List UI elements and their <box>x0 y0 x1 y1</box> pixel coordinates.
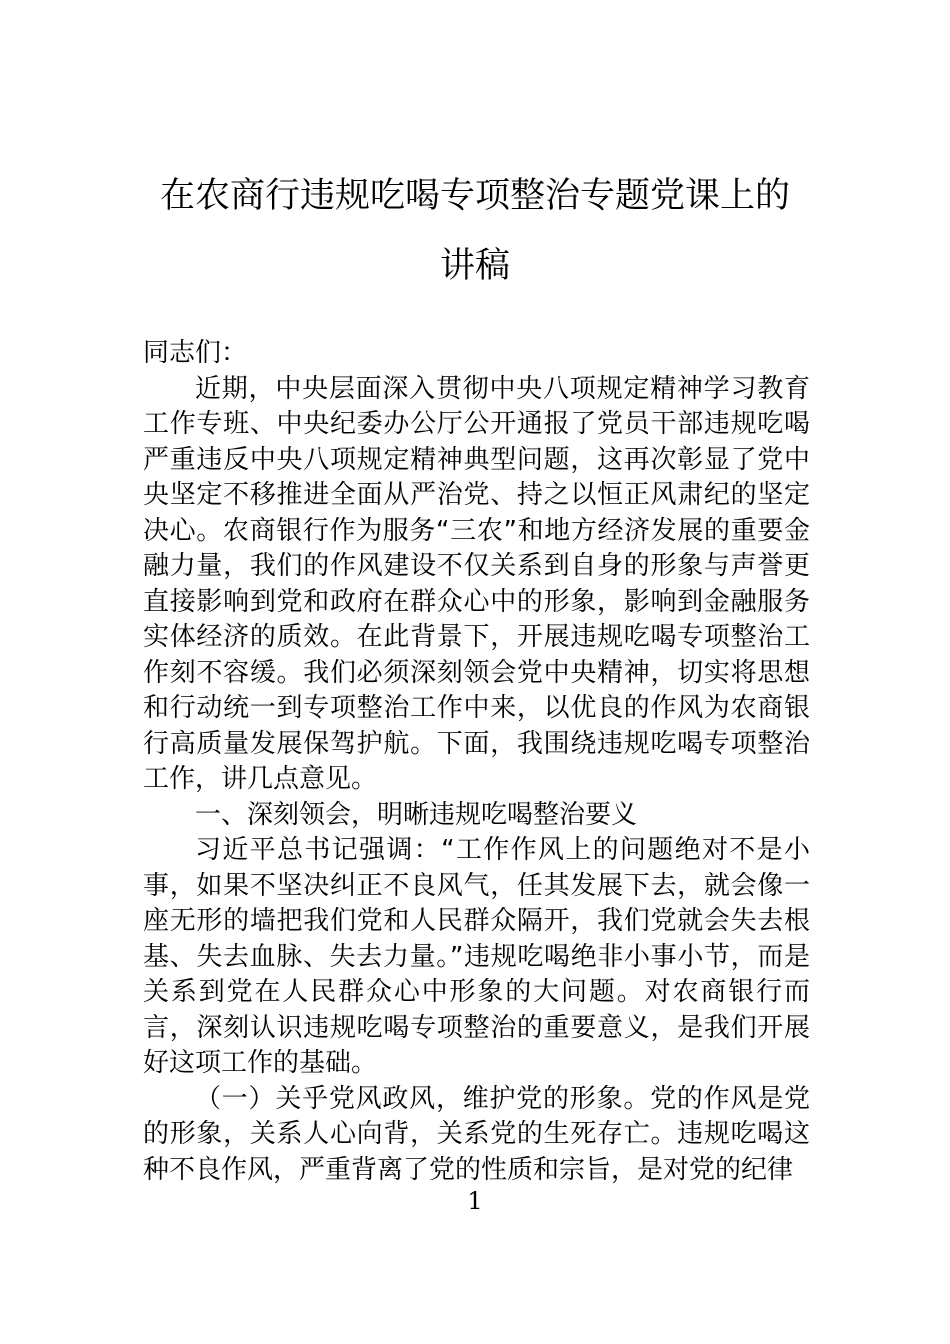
section-heading-1: 一、深刻领会，明晰违规吃喝整治要义 <box>195 799 638 830</box>
salutation: 同志们： <box>143 338 248 368</box>
document-title-line-1: 在农商行违规吃喝专项整治专题党课上的 <box>159 176 790 216</box>
paragraph-subsection-1: （一）关乎党风政风，维护党的形象。党的作风是党的形象，关系人心向背，关系党的生死存亡。违规吃喝这种不良作风，严重背离了党的性质和宗旨，是对党的纪律 <box>143 1083 810 1185</box>
document-body <box>143 336 810 1188</box>
page-number: 1 <box>467 1187 483 1215</box>
paragraph-intro: 近期，中央层面深入贯彻中央八项规定精神学习教育工作专班、中央纪委办公厅公开通报了党员干部违规吃喝严重违反中央八项规定精神典型问题，这再次彰显了党中央坚定不移推进全面从严治党、持之以恒正风肃纪的坚定决心。农商银行作为服务“三农”和地方经济发展的重要金融力量，我们的作风建设不仅关系到自身的形象与声誉更直接影响到党和政府在群众心中的形象，影响到金融服务实体经济的质效。在此背景下，开展违规吃喝专项整治工作刻不容缓。我们必须深刻领会党中央精神，切实将思想和行动统一到专项整治工作中来，以优良的作风为农商银行高质量发展保驾护航。下面，我围绕违规吃喝专项整治工作，讲几点意见。 <box>143 373 810 794</box>
paragraph-quote: 习近平总书记强调：“工作作风上的问题绝对不是小事，如果不坚决纠正不良风气，任其发展下去，就会像一座无形的墙把我们党和人民群众隔开，我们党就会失去根基、失去血脉、失去力量。”违规吃喝绝非小事小节，而是关系到党在人民群众心中形象的大问题。对农商银行而言，深刻认识违规吃喝专项整治的重要意义，是我们开展好这项工作的基础。 <box>143 835 810 1078</box>
document-title-line-2: 讲稿 <box>439 246 510 286</box>
